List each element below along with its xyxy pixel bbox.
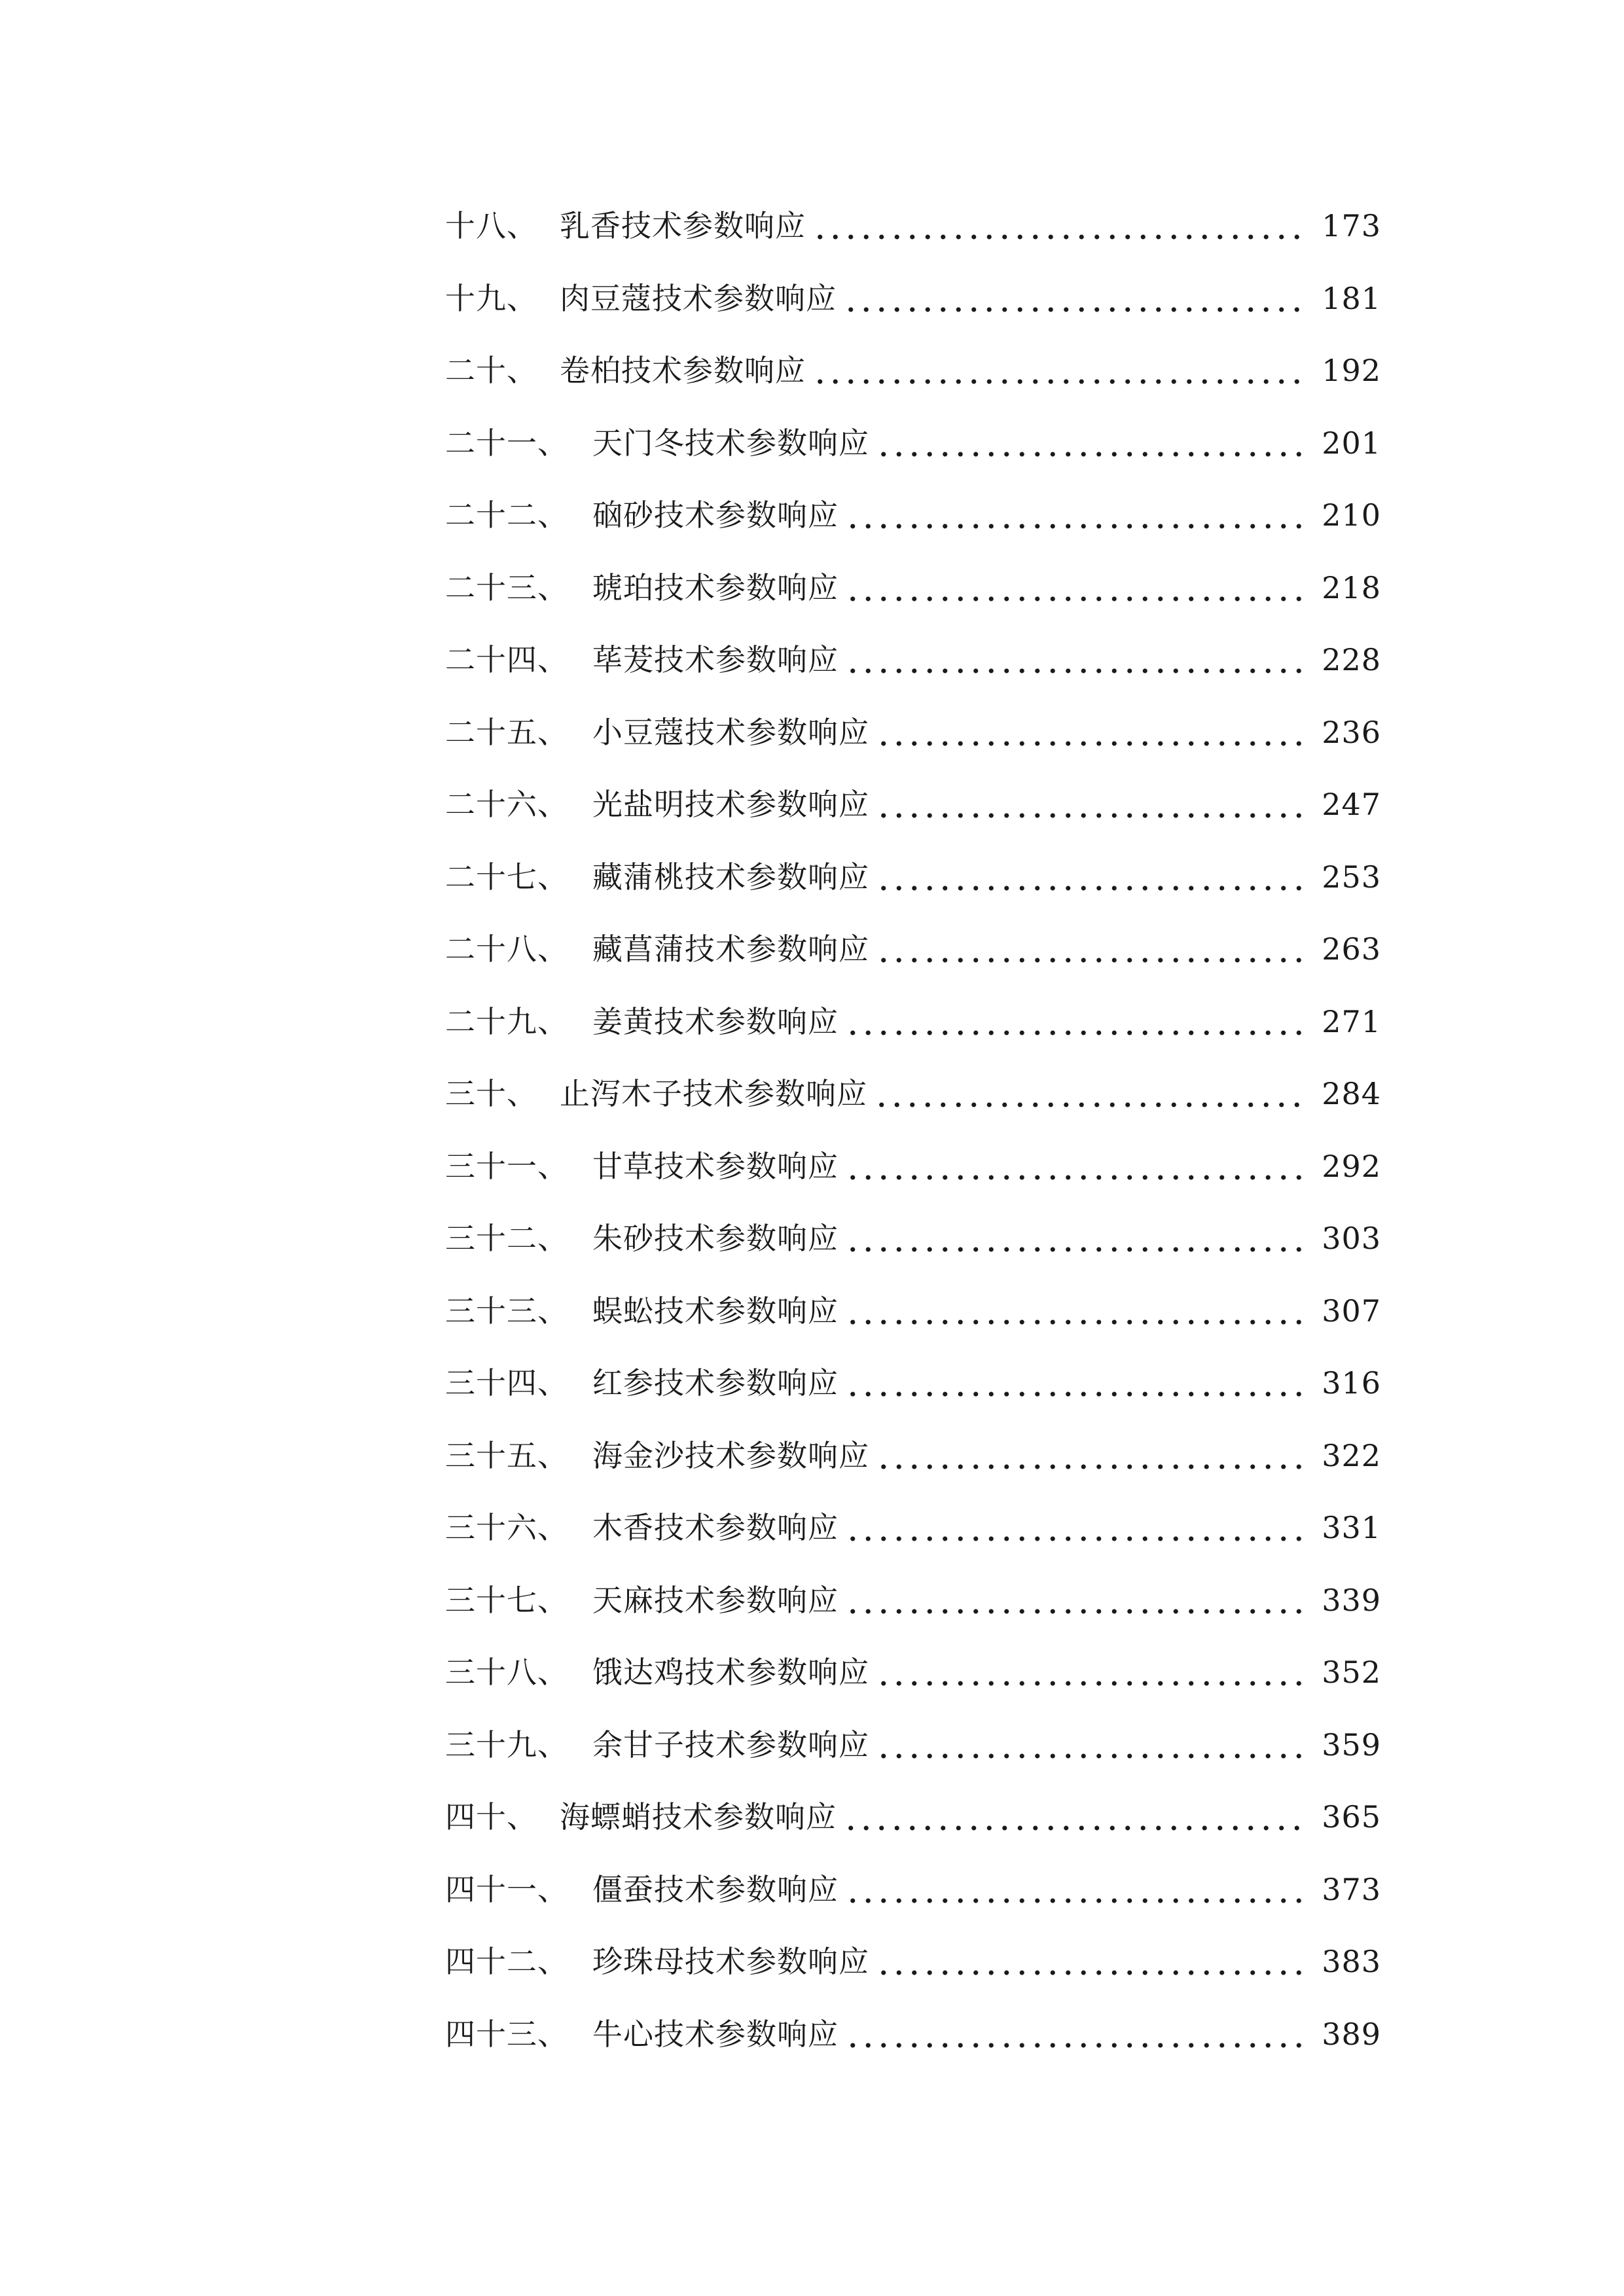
table-of-contents (445, 190, 1381, 2070)
toc-entry-number: 三十九、 (445, 1727, 568, 1763)
toc-entry-title: 藏菖蒲技术参数响应 (592, 931, 869, 967)
toc-entry-title: 海螵蛸技术参数响应 (560, 1799, 837, 1835)
toc-entry-page: 359 (1322, 1727, 1381, 1763)
toc-entry[interactable] (445, 1564, 1381, 1637)
toc-entry[interactable] (445, 986, 1381, 1058)
toc-entry[interactable] (445, 1636, 1381, 1709)
toc-entry-page: 228 (1322, 642, 1381, 678)
toc-entry-page: 192 (1322, 353, 1381, 389)
toc-entry-title: 饿达鸡技术参数响应 (592, 1655, 869, 1691)
toc-entry-page: 322 (1322, 1437, 1381, 1473)
toc-entry[interactable] (445, 334, 1381, 407)
dot-leader (845, 1223, 1303, 1253)
toc-entry-page: 365 (1322, 1799, 1381, 1835)
toc-entry-number: 十八、 (445, 208, 537, 244)
toc-entry-number: 三十四、 (445, 1365, 568, 1401)
dot-leader (876, 789, 1303, 819)
toc-entry-title: 藏蒲桃技术参数响应 (592, 859, 869, 895)
toc-entry-page: 339 (1322, 1582, 1381, 1618)
toc-entry[interactable] (445, 624, 1381, 696)
toc-entry-title: 小豆蔻技术参数响应 (592, 714, 869, 750)
toc-entry-title: 卷柏技术参数响应 (560, 353, 806, 389)
toc-entry-title: 乳香技术参数响应 (560, 208, 806, 244)
toc-entry-page: 247 (1322, 787, 1381, 823)
dot-leader (845, 1296, 1303, 1326)
toc-entry[interactable] (445, 479, 1381, 552)
toc-entry-title: 甘草技术参数响应 (592, 1148, 839, 1184)
toc-entry-number: 二十三、 (445, 569, 568, 605)
toc-entry-number: 二十七、 (445, 859, 568, 895)
dot-leader (845, 1368, 1303, 1398)
toc-entry[interactable] (445, 1058, 1381, 1130)
dot-leader (876, 1730, 1303, 1760)
toc-entry-title: 止泻木子技术参数响应 (560, 1076, 867, 1112)
toc-entry-title: 荜茇技术参数响应 (592, 642, 839, 678)
dot-leader (845, 1513, 1303, 1543)
toc-entry[interactable] (445, 768, 1381, 841)
toc-entry-page: 316 (1322, 1365, 1381, 1401)
toc-entry[interactable] (445, 1420, 1381, 1492)
dot-leader (845, 1874, 1303, 1905)
dot-leader (845, 573, 1303, 603)
toc-entry[interactable] (445, 1202, 1381, 1275)
dot-leader (876, 1441, 1303, 1471)
toc-entry-number: 二十一、 (445, 425, 568, 461)
toc-entry[interactable] (445, 1492, 1381, 1564)
toc-entry-page: 292 (1322, 1148, 1381, 1184)
toc-entry-number: 二十九、 (445, 1003, 568, 1039)
dot-leader (876, 717, 1303, 747)
toc-entry[interactable] (445, 913, 1381, 986)
dot-leader (876, 1657, 1303, 1687)
dot-leader (876, 428, 1303, 458)
toc-entry-page: 331 (1322, 1510, 1381, 1546)
dot-leader (845, 1151, 1303, 1181)
toc-entry[interactable] (445, 1130, 1381, 1203)
toc-entry-number: 三十六、 (445, 1510, 568, 1546)
toc-entry-number: 二十四、 (445, 642, 568, 678)
toc-entry[interactable] (445, 1275, 1381, 1348)
toc-entry-number: 三十、 (445, 1076, 537, 1112)
toc-entry[interactable] (445, 841, 1381, 914)
toc-entry[interactable] (445, 407, 1381, 480)
toc-entry-page: 236 (1322, 714, 1381, 750)
toc-entry-number: 三十一、 (445, 1148, 568, 1184)
toc-entry-page: 352 (1322, 1655, 1381, 1691)
toc-entry-title: 红参技术参数响应 (592, 1365, 839, 1401)
toc-entry-number: 二十八、 (445, 931, 568, 967)
toc-entry-title: 硇砂技术参数响应 (592, 497, 839, 533)
toc-entry-page: 307 (1322, 1293, 1381, 1329)
dot-leader (845, 1007, 1303, 1037)
toc-entry-title: 海金沙技术参数响应 (592, 1437, 869, 1473)
toc-entry[interactable] (445, 696, 1381, 769)
toc-entry-title: 光盐明技术参数响应 (592, 787, 869, 823)
toc-entry[interactable] (445, 552, 1381, 624)
toc-entry-page: 218 (1322, 569, 1381, 605)
toc-entry-page: 284 (1322, 1076, 1381, 1112)
toc-entry-number: 二十二、 (445, 497, 568, 533)
toc-entry[interactable] (445, 190, 1381, 262)
toc-entry-page: 271 (1322, 1003, 1381, 1039)
toc-entry-title: 僵蚕技术参数响应 (592, 1871, 839, 1907)
toc-entry-page: 181 (1322, 280, 1381, 316)
toc-entry-number: 四十二、 (445, 1944, 568, 1980)
toc-entry-number: 四十三、 (445, 2016, 568, 2052)
toc-entry-page: 389 (1322, 2016, 1381, 2052)
toc-entry-page: 201 (1322, 425, 1381, 461)
toc-entry-page: 173 (1322, 208, 1381, 244)
toc-entry[interactable] (445, 1781, 1381, 1854)
toc-entry-number: 二十六、 (445, 787, 568, 823)
toc-entry-page: 253 (1322, 859, 1381, 895)
toc-entry-title: 朱砂技术参数响应 (592, 1221, 839, 1257)
dot-leader (843, 1802, 1303, 1832)
toc-entry-title: 余甘子技术参数响应 (592, 1727, 869, 1763)
toc-entry-title: 姜黄技术参数响应 (592, 1003, 839, 1039)
dot-leader (843, 283, 1303, 314)
toc-entry-number: 二十五、 (445, 714, 568, 750)
toc-entry-number: 十九、 (445, 280, 537, 316)
toc-entry[interactable] (445, 1926, 1381, 1998)
dot-leader (812, 211, 1303, 241)
toc-entry-number: 三十二、 (445, 1221, 568, 1257)
toc-entry-title: 天麻技术参数响应 (592, 1582, 839, 1618)
toc-entry-number: 三十五、 (445, 1437, 568, 1473)
toc-entry-title: 牛心技术参数响应 (592, 2016, 839, 2052)
dot-leader (874, 1079, 1303, 1109)
toc-entry-number: 三十三、 (445, 1293, 568, 1329)
dot-leader (812, 355, 1303, 386)
toc-entry-number: 三十八、 (445, 1655, 568, 1691)
toc-entry[interactable] (445, 1347, 1381, 1420)
toc-entry[interactable] (445, 1854, 1381, 1926)
toc-entry-title: 天门冬技术参数响应 (592, 425, 869, 461)
toc-entry-number: 三十七、 (445, 1582, 568, 1618)
dot-leader (876, 1946, 1303, 1977)
toc-entry-number: 四十一、 (445, 1871, 568, 1907)
toc-entry-number: 四十、 (445, 1799, 537, 1835)
toc-entry-title: 木香技术参数响应 (592, 1510, 839, 1546)
toc-entry-page: 210 (1322, 497, 1381, 533)
toc-entry[interactable] (445, 1709, 1381, 1782)
toc-entry[interactable] (445, 1998, 1381, 2071)
toc-entry-number: 二十、 (445, 353, 537, 389)
toc-entry-title: 肉豆蔻技术参数响应 (560, 280, 837, 316)
toc-entry-title: 蜈蚣技术参数响应 (592, 1293, 839, 1329)
toc-entry-page: 373 (1322, 1871, 1381, 1907)
dot-leader (845, 645, 1303, 675)
dot-leader (876, 862, 1303, 892)
toc-entry-page: 263 (1322, 931, 1381, 967)
toc-entry-page: 303 (1322, 1221, 1381, 1257)
toc-entry-title: 珍珠母技术参数响应 (592, 1944, 869, 1980)
dot-leader (845, 2019, 1303, 2049)
toc-entry[interactable] (445, 262, 1381, 335)
dot-leader (845, 1585, 1303, 1615)
dot-leader (876, 934, 1303, 964)
toc-entry-page: 383 (1322, 1944, 1381, 1980)
toc-entry-title: 琥珀技术参数响应 (592, 569, 839, 605)
dot-leader (845, 500, 1303, 530)
